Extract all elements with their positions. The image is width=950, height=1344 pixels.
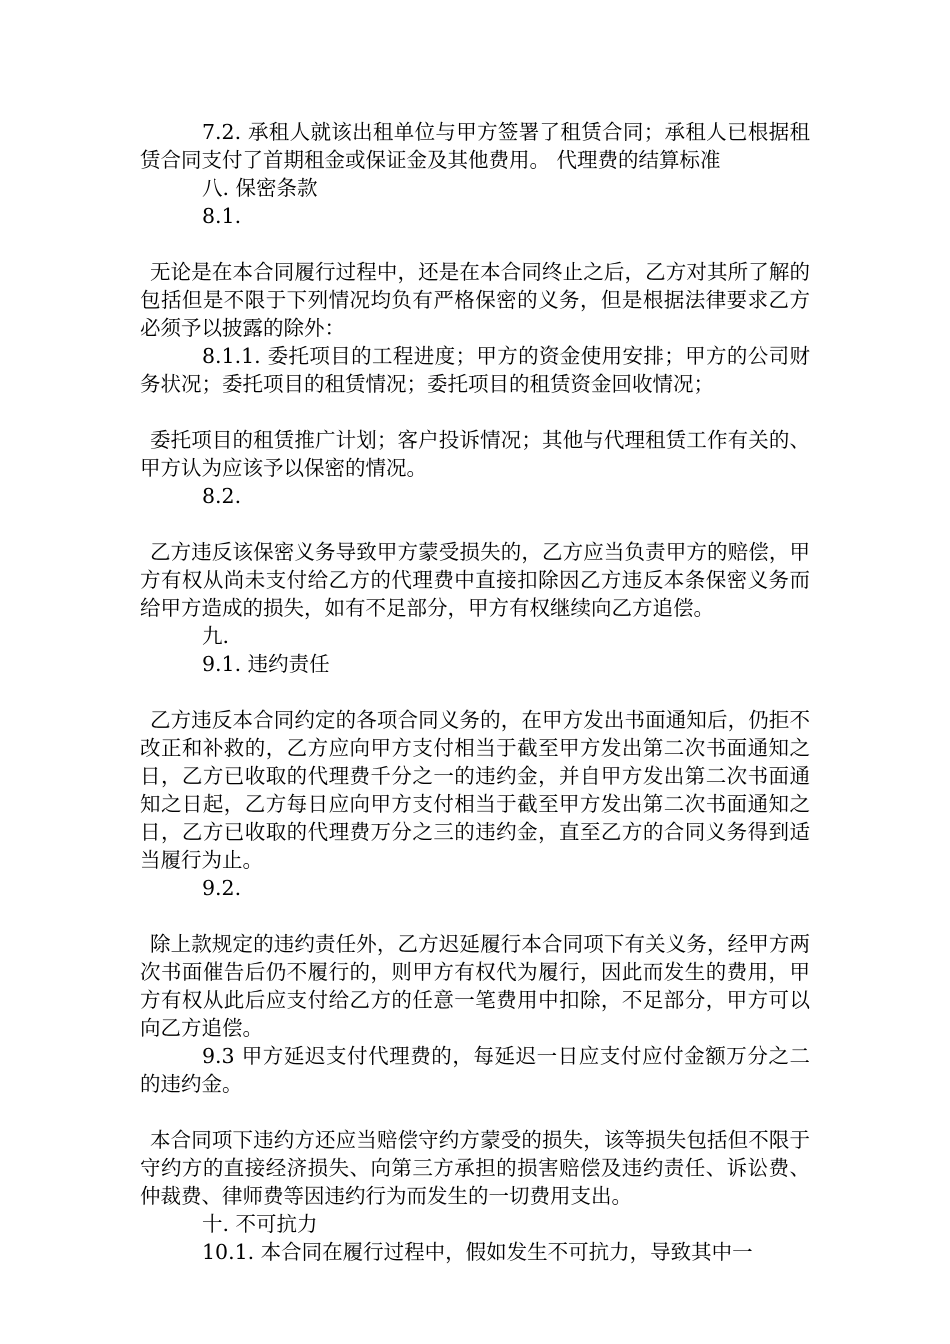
paragraph-8-1-1-continued: 委托项目的租赁推广计划；客户投诉情况；其他与代理租赁工作有关的、甲方认为应该予以保密的情况。	[140, 428, 810, 480]
clause-number-8-2: 8.2.	[202, 484, 242, 508]
clause-number-9-2: 9.2.	[202, 876, 242, 900]
paragraph-7-2: 7.2. 承租人就该出租单位与甲方签署了租赁合同；承租人已根据租赁合同支付了首期租金或保证金及其他费用。 代理费的结算标准	[140, 120, 810, 172]
section-heading-10: 十. 不可抗力	[202, 1212, 318, 1236]
paragraph-9-1-body: 乙方违反本合同约定的各项合同义务的，在甲方发出书面通知后，仍拒不改正和补救的，乙方应向甲方支付相当于截至甲方发出第二次书面通知之日，乙方已收取的代理费千分之一的违约金，并自甲方发出第二次书面通知之日起，乙方每日应向甲方支付相当于截至甲方发出第二次书面通知之日，乙方已收取的代理费万分之三的违约金，直至乙方的合同义务得到适当履行为止。	[140, 708, 810, 872]
paragraph-damages: 本合同项下违约方还应当赔偿守约方蒙受的损失，该等损失包括但不限于守约方的直接经济损失、向第三方承担的损害赔偿及违约责任、诉讼费、仲裁费、律师费等因违约行为而发生的一切费用支出。	[140, 1128, 810, 1208]
paragraph-8-1-body: 无论是在本合同履行过程中，还是在本合同终止之后，乙方对其所了解的包括但是不限于下列情况均负有严格保密的义务，但是根据法律要求乙方必须予以披露的除外：	[140, 260, 810, 340]
paragraph-9-3: 9.3 甲方延迟支付代理费的，每延迟一日应支付应付金额万分之二的违约金。	[140, 1044, 810, 1096]
document-body	[140, 118, 810, 1266]
paragraph-8-1-1: 8.1.1. 委托项目的工程进度；甲方的资金使用安排；甲方的公司财务状况；委托项目的租赁情况；委托项目的租赁资金回收情况；	[140, 344, 810, 396]
paragraph-8-2-body: 乙方违反该保密义务导致甲方蒙受损失的，乙方应当负责甲方的赔偿，甲方有权从尚未支付给乙方的代理费中直接扣除因乙方违反本条保密义务而给甲方造成的损失，如有不足部分，甲方有权继续向乙方追偿。	[140, 540, 810, 620]
paragraph-10-1: 10.1. 本合同在履行过程中，假如发生不可抗力，导致其中一	[202, 1240, 753, 1264]
section-heading-9: 九.	[202, 624, 230, 648]
paragraph-9-2-body: 除上款规定的违约责任外，乙方迟延履行本合同项下有关义务，经甲方两次书面催告后仍不履行的，则甲方有权代为履行，因此而发生的费用，甲方有权从此后应支付给乙方的任意一笔费用中扣除，不足部分，甲方可以向乙方追偿。	[140, 932, 810, 1040]
clause-number-8-1: 8.1.	[202, 204, 242, 228]
section-heading-8: 八. 保密条款	[202, 176, 318, 200]
clause-heading-9-1: 9.1. 违约责任	[202, 652, 330, 676]
